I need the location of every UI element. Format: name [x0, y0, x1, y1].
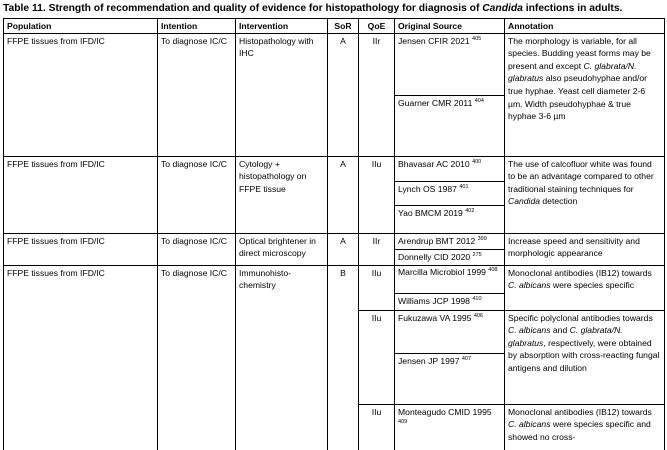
header-row: [4, 19, 665, 34]
reference-number: 407: [461, 355, 472, 362]
intervention-cell: Cytology + histopathology on FFPE tissue: [236, 156, 328, 233]
reference-number: 410: [472, 295, 482, 302]
source-cell: [395, 404, 505, 450]
qoe-cell: IIu: [359, 404, 395, 450]
header-source: Original Source: [395, 19, 505, 34]
reference-number: 406: [473, 312, 483, 319]
source-item: Arendrup BMT 2012 $^{399}$: [398, 235, 487, 246]
reference-number: 401: [459, 183, 469, 190]
source-item: Marcilla Microbiol 1999 $^{408}$: [398, 266, 498, 277]
intervention-cell: Immunohisto-chemistry: [236, 265, 328, 450]
source-cell: [395, 33, 505, 156]
qoe-cell: IIu: [359, 265, 395, 310]
header-intervention: Intervention: [236, 19, 328, 34]
reference-number: 402: [465, 207, 475, 214]
header-population: Population: [4, 19, 158, 34]
source-cell: [395, 265, 505, 310]
reference-number: 275: [472, 251, 482, 258]
table-caption: [3, 2, 622, 15]
table-row: [4, 156, 665, 233]
source-item: Bhavasar AC 2010 $^{400}$: [398, 158, 482, 169]
source-item: Fukuzawa VA 1995 $^{406}$: [398, 312, 483, 323]
population-cell: FFPE tissues from IFD/IC: [4, 33, 158, 156]
annotation-cell: The use of calcofluor white was found to be an advantage compared to other traditional staining techniques for Candida detection: [505, 156, 665, 233]
qoe-cell: IIu: [359, 156, 395, 233]
source-cell: [395, 233, 505, 265]
sor-cell: A: [328, 233, 359, 265]
population-cell: FFPE tissues from IFD/IC: [4, 156, 158, 233]
table-row: [4, 33, 665, 156]
annotation-cell: Monoclonal antibodies (IB12) towards C. albicans were species specific: [505, 265, 665, 310]
qoe-cell: IIr: [359, 233, 395, 265]
population-cell: FFPE tissues from IFD/IC: [4, 233, 158, 265]
evidence-table: [3, 18, 665, 450]
sor-cell: A: [328, 33, 359, 156]
source-item: Williams JCP 1998 $^{410}$: [395, 293, 504, 308]
caption-text: Table 11. Strength of recommendation and quality of evidence for histopathology for diagnosis of: [3, 3, 483, 14]
table-row: [4, 265, 665, 310]
source-item: Jensen CFIR 2021 $^{405}$: [398, 35, 482, 46]
table-row: [4, 233, 665, 265]
caption-suffix: infections in adults.: [522, 3, 623, 14]
sor-cell: B: [328, 265, 359, 450]
intention-cell: To diagnose IC/C: [158, 156, 236, 233]
population-cell: FFPE tissues from IFD/IC: [4, 265, 158, 450]
header-qoe: QoE: [359, 19, 395, 34]
source-item: Donnelly CID 2020 $^{275}$: [395, 249, 504, 264]
source-cell: [395, 310, 505, 404]
source-item: Guarner CMR 2011 $^{404}$: [395, 95, 504, 110]
caption-italic: Candida: [482, 3, 523, 14]
header-sor: SoR: [328, 19, 359, 34]
source-item: Yao BMCM 2019 $^{402}$: [395, 205, 504, 220]
reference-number: 409: [398, 419, 408, 426]
intervention-cell: Optical brightener in direct microscopy: [236, 233, 328, 265]
header-annotation: Annotation: [505, 19, 665, 34]
annotation-cell: Increase speed and sensitivity and morphologic appearance: [505, 233, 665, 265]
reference-number: 408: [488, 266, 498, 273]
reference-number: 405: [472, 35, 482, 42]
annotation-cell: Specific polyclonal antibodies towards C. albicans and C. glabrata/N. glabratus, respectively, were obtained by absorption with cross-reacting fungal antigens and dilution: [505, 310, 665, 404]
header-intention: Intention: [158, 19, 236, 34]
qoe-cell: IIr: [359, 33, 395, 156]
annotation-cell: The morphology is variable, for all species. Budding yeast forms may be present and except C. glabrata/N. glabratus also pseudohyphae and/or true hyphae. Yeast cell diameter 2-6 µm. Width pseudohyphae & true hyphae 3-6 µm: [505, 33, 665, 156]
source-cell: [395, 156, 505, 233]
reference-number: 399: [477, 235, 487, 242]
source-item: Jensen JP 1997 $^{407}$: [395, 353, 504, 368]
qoe-cell: IIu: [359, 310, 395, 404]
reference-number: 404: [474, 97, 484, 104]
intention-cell: To diagnose IC/C: [158, 233, 236, 265]
sor-cell: A: [328, 156, 359, 233]
source-item: Monteagudo CMID 1995 $^{409}$: [398, 406, 492, 426]
intervention-cell: Histopathology with IHC: [236, 33, 328, 156]
intention-cell: To diagnose IC/C: [158, 33, 236, 156]
annotation-cell: Monoclonal antibodies (IB12) towards C. albicans were species specific and showed no cross-: [505, 404, 665, 450]
reference-number: 400: [472, 158, 482, 165]
source-item: Lynch OS 1987 $^{401}$: [395, 181, 504, 205]
intention-cell: To diagnose IC/C: [158, 265, 236, 450]
